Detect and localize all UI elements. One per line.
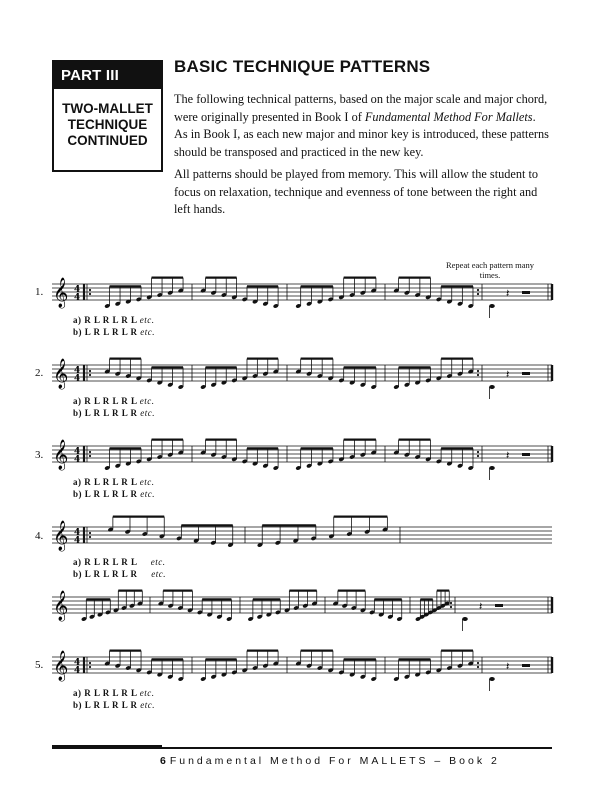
repeat-dot <box>89 666 91 668</box>
repeat-dot <box>477 289 479 291</box>
treble-clef-icon: 𝄞 <box>53 521 69 551</box>
part-subtitle-line: CONTINUED <box>67 133 148 148</box>
time-signature: 4 <box>74 293 81 303</box>
time-signature: 4 <box>74 455 81 465</box>
repeat-dot <box>89 451 91 453</box>
time-signature: 4 <box>74 536 81 546</box>
exercise-number: 4. <box>35 530 44 542</box>
treble-clef-icon: 𝄞 <box>53 651 69 681</box>
repeat-dot <box>477 662 479 664</box>
sticking-b: b) L R L R L R etc. <box>73 408 156 418</box>
sticking-a: a) R L R L R L etc. <box>73 688 155 698</box>
sticking-a: a) R L R L R L etc. <box>73 557 166 567</box>
treble-clef-icon: 𝄞 <box>53 359 69 389</box>
repeat-dot <box>477 455 479 457</box>
repeat-dot <box>477 370 479 372</box>
quarter-rest-icon: 𝄽 <box>506 660 510 673</box>
part-label: PART III <box>54 62 161 89</box>
exercise-number: 5. <box>35 659 44 671</box>
sticking-a: a) R L R L R L etc. <box>73 477 155 487</box>
time-signature: 4 <box>74 285 81 295</box>
repeat-dot <box>89 532 91 534</box>
treble-clef-icon: 𝄞 <box>53 591 69 621</box>
footer-title: Fundamental Method For MALLETS – Book 2 <box>169 755 500 767</box>
note-head <box>489 385 495 389</box>
repeat-dot <box>477 451 479 453</box>
half-rest-icon <box>495 604 503 607</box>
intro-paragraph: The following technical patterns, based on the major scale and major chord, were originally presented in Book I of Fundamental Method For Mallets. As in Book I, as each new major and minor key is introduced, these patterns should be transposed and practiced in the new key. <box>174 92 549 159</box>
repeat-dot <box>477 374 479 376</box>
quarter-rest-icon: 𝄽 <box>506 368 510 381</box>
half-rest-icon <box>522 291 530 294</box>
repeat-dot <box>450 606 452 608</box>
repeat-dot <box>450 602 452 604</box>
exercise-number: 1. <box>35 286 44 298</box>
repeat-dot <box>89 370 91 372</box>
time-signature: 4 <box>74 658 81 668</box>
repeat-dot <box>89 662 91 664</box>
quarter-rest-icon: 𝄽 <box>506 449 510 462</box>
quarter-rest-icon: 𝄽 <box>506 287 510 300</box>
repeat-dot <box>477 666 479 668</box>
note-head <box>489 677 495 681</box>
sticking-b: b) L R L R L R etc. <box>73 569 167 579</box>
repeat-dot <box>89 455 91 457</box>
quarter-rest-icon: 𝄽 <box>479 600 483 613</box>
memory-paragraph: All patterns should be played from memory. This will allow the student to focus on relaxation, technique and evenness of tone between the right and left hands. <box>174 167 539 216</box>
sticking-b: b) L R L R L R etc. <box>73 489 156 499</box>
time-signature: 4 <box>74 366 81 376</box>
time-signature: 4 <box>74 528 81 538</box>
half-rest-icon <box>522 372 530 375</box>
exercise-number: 3. <box>35 449 44 461</box>
treble-clef-icon: 𝄞 <box>53 278 69 308</box>
sticking-a: a) R L R L R L etc. <box>73 396 155 406</box>
repeat-dot <box>89 293 91 295</box>
repeat-dot <box>477 293 479 295</box>
time-signature: 4 <box>74 447 81 457</box>
time-signature: 4 <box>74 666 81 676</box>
sticking-b: b) L R L R L R etc. <box>73 327 156 337</box>
repeat-dot <box>89 536 91 538</box>
footer <box>160 755 500 767</box>
half-rest-icon <box>522 664 530 667</box>
part-subtitle-line: TWO-MALLET <box>62 101 153 116</box>
part-subtitle-line: TECHNIQUE <box>67 117 148 132</box>
repeat-dot <box>89 374 91 376</box>
exercise-number: 2. <box>35 367 44 379</box>
repeat-note: Repeat each pattern many times. <box>445 260 535 280</box>
repeat-dot <box>89 289 91 291</box>
page-number: 6 <box>160 755 166 767</box>
treble-clef-icon: 𝄞 <box>53 440 69 470</box>
time-signature: 4 <box>74 374 81 384</box>
note-head <box>462 617 468 621</box>
sticking-a: a) R L R L R L etc. <box>73 315 155 325</box>
page-title: BASIC TECHNIQUE PATTERNS <box>174 57 431 76</box>
note-head <box>489 304 495 308</box>
footer-rule <box>52 747 552 749</box>
note-head <box>489 466 495 470</box>
half-rest-icon <box>522 453 530 456</box>
sticking-b: b) L R L R L R etc. <box>73 700 156 710</box>
